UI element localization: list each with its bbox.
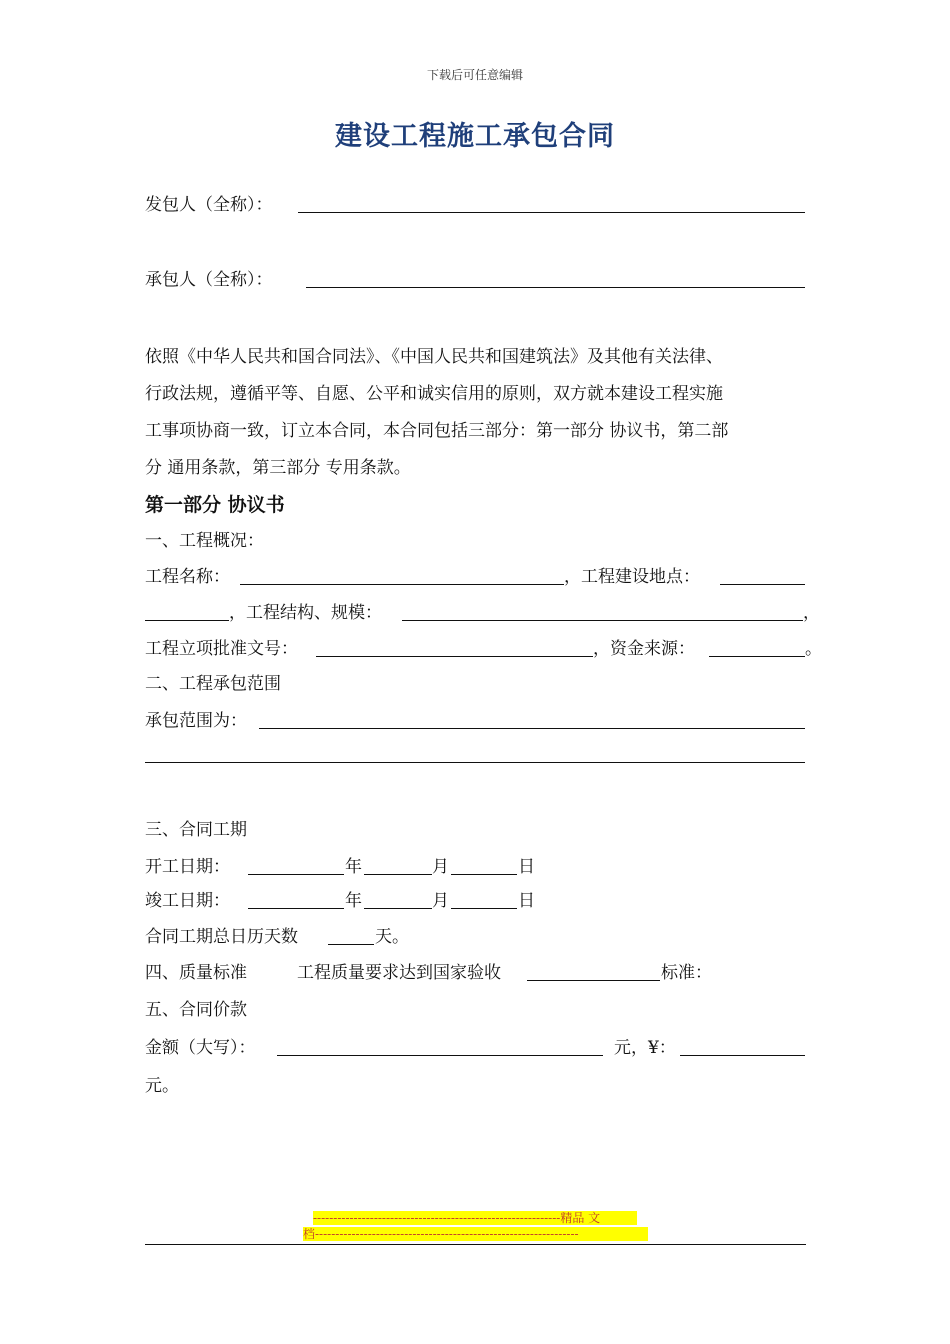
approval-label: 工程立项批准文号： bbox=[145, 639, 298, 659]
quality-text: 工程质量要求达到国家验收 bbox=[297, 963, 501, 983]
structure-label: ，工程结构、规模： bbox=[229, 603, 382, 623]
total-days-blank[interactable] bbox=[328, 944, 374, 945]
start-month-unit: 月 bbox=[432, 857, 449, 877]
project-site-blank-cont[interactable] bbox=[145, 620, 229, 621]
amount-label: 金额（大写）： bbox=[145, 1038, 256, 1058]
part1-heading: 第一部分 协议书 bbox=[145, 494, 285, 516]
start-month-blank[interactable] bbox=[364, 874, 432, 875]
header-note: 下载后可任意编辑 bbox=[426, 68, 523, 82]
scope-blank[interactable] bbox=[259, 728, 805, 729]
quality-blank[interactable] bbox=[527, 980, 660, 981]
scope-blank-line2[interactable] bbox=[145, 762, 805, 763]
approval-blank[interactable] bbox=[316, 656, 593, 657]
employer-blank[interactable] bbox=[298, 212, 805, 213]
structure-blank[interactable] bbox=[402, 620, 803, 621]
project-site-label: ，工程建设地点： bbox=[564, 567, 700, 587]
section5-heading: 五、合同价款 bbox=[145, 1000, 247, 1020]
section3-heading: 三、合同工期 bbox=[145, 820, 247, 840]
contractor-label: 承包人（全称）： bbox=[145, 270, 273, 290]
start-day-blank[interactable] bbox=[451, 874, 517, 875]
employer-label: 发包人（全称）： bbox=[145, 195, 273, 215]
preamble-line: 依照《中华人民共和国合同法》、《中国人民共和国建筑法》及其他有关法律、 bbox=[145, 347, 723, 367]
amount-yuan-end: 元。 bbox=[145, 1076, 179, 1096]
start-year-unit: 年 bbox=[345, 857, 362, 877]
amount-figures-blank[interactable] bbox=[680, 1055, 805, 1056]
end-date-label: 竣工日期： bbox=[145, 891, 230, 911]
project-site-blank[interactable] bbox=[720, 584, 805, 585]
start-year-blank[interactable] bbox=[248, 874, 344, 875]
end-month-unit: 月 bbox=[432, 891, 449, 911]
total-days-unit: 天。 bbox=[375, 927, 409, 947]
footer-line-1: -------------------------------------------------------------精品 文 bbox=[313, 1211, 637, 1225]
end-month-blank[interactable] bbox=[364, 908, 432, 909]
funding-period: 。 bbox=[805, 639, 822, 659]
scope-label: 承包范围为： bbox=[145, 711, 247, 731]
amount-words-blank[interactable] bbox=[277, 1055, 603, 1056]
page-title: 建设工程施工承包合同 bbox=[335, 121, 615, 152]
end-year-blank[interactable] bbox=[248, 908, 344, 909]
end-day-unit: 日 bbox=[518, 891, 535, 911]
start-day-unit: 日 bbox=[518, 857, 535, 877]
funding-label: ，资金来源： bbox=[593, 639, 695, 659]
footer-rule bbox=[145, 1244, 806, 1245]
preamble-paragraph bbox=[145, 339, 810, 487]
structure-comma: ， bbox=[803, 603, 820, 623]
section1-heading: 一、工程概况： bbox=[145, 531, 264, 551]
project-name-label: 工程名称： bbox=[145, 567, 230, 587]
project-name-blank[interactable] bbox=[240, 584, 564, 585]
end-year-unit: 年 bbox=[345, 891, 362, 911]
section2-heading: 二、工程承包范围 bbox=[145, 674, 281, 694]
funding-blank[interactable] bbox=[709, 656, 805, 657]
section4-heading: 四、质量标准 bbox=[145, 963, 247, 983]
preamble-line: 工事项协商一致，订立本合同，本合同包括三部分：第一部分 协议书，第二部 bbox=[145, 421, 729, 441]
preamble-line: 行政法规，遵循平等、自愿、公平和诚实信用的原则，双方就本建设工程实施 bbox=[145, 384, 723, 404]
start-date-label: 开工日期： bbox=[145, 857, 230, 877]
total-days-label: 合同工期总日历天数 bbox=[145, 927, 298, 947]
amount-yuan-sep: 元，¥： bbox=[614, 1038, 676, 1058]
contractor-blank[interactable] bbox=[306, 287, 805, 288]
quality-suffix: 标准： bbox=[661, 963, 712, 983]
preamble-line: 分 通用条款，第三部分 专用条款。 bbox=[145, 458, 411, 478]
footer-line-2: 档----------------------------------------------------------------- bbox=[303, 1227, 648, 1241]
end-day-blank[interactable] bbox=[451, 908, 517, 909]
